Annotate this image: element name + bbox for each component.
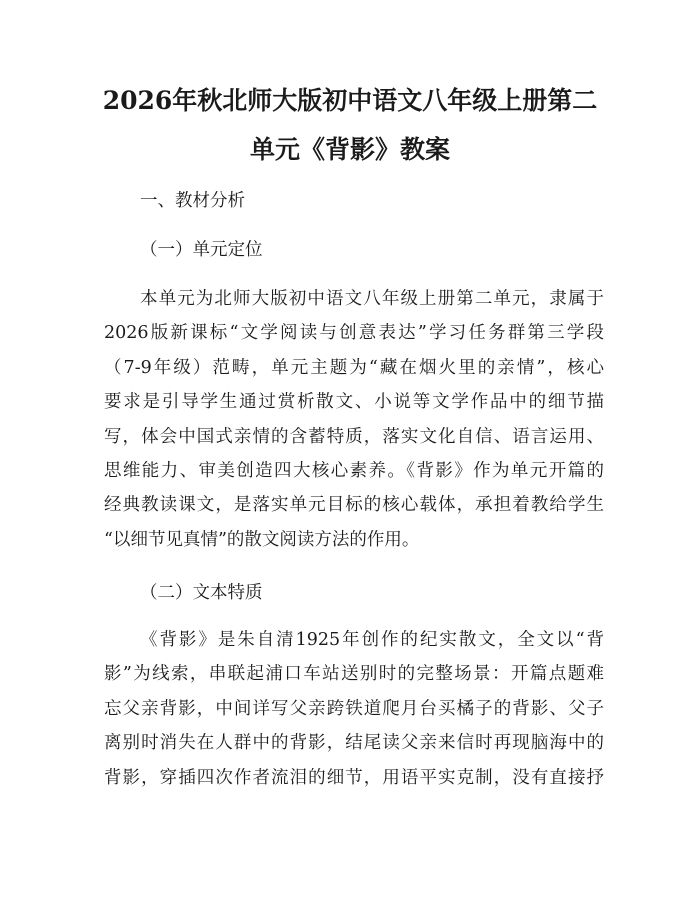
section-heading-textbook-analysis: 一、教材分析	[140, 191, 245, 211]
paragraph-line: （7-9年级）范畴，单元主题为“藏在烟火里的亲情”，核心	[104, 357, 604, 378]
paragraph-line: 要求是引导学生通过赏析散文、小说等文学作品中的细节描	[104, 392, 604, 413]
paragraph-line: 离别时消失在人群中的背影，结尾读父亲来信时再现脑海中的	[104, 733, 604, 754]
subsection-heading-unit-positioning: （一）单元定位	[140, 240, 263, 260]
paragraph-unit-positioning	[104, 287, 604, 562]
paragraph-line: 《背影》是朱自清1925年创作的纪实散文，全文以“背	[140, 630, 604, 650]
paragraph-text-characteristics	[104, 628, 604, 800]
paragraph-line: 本单元为北师大版初中语文八年级上册第二单元，隶属于	[140, 289, 604, 309]
document-title-line-2: 单元《背影》教案	[249, 135, 450, 164]
paragraph-line: 2026版新课标“文学阅读与创意表达”学习任务群第三学段	[104, 323, 604, 344]
paragraph-line: 影”为线索，串联起浦口车站送别时的完整场景：开篇点题难	[104, 664, 604, 685]
subsection-heading-text-characteristics: （二）文本特质	[140, 583, 263, 603]
paragraph-line: 经典教读课文，是落实单元目标的核心载体，承担着教给学生	[104, 495, 604, 516]
paragraph-line: 背影，穿插四次作者流泪的细节，用语平实克制，没有直接抒	[104, 767, 604, 788]
paragraph-line: “以细节见真情”的散文阅读方法的作用。	[104, 529, 420, 550]
paragraph-line: 思维能力、审美创造四大核心素养。《背影》作为单元开篇的	[104, 460, 604, 481]
document-title-line-1: 2026年秋北师大版初中语文八年级上册第二	[102, 86, 598, 115]
paragraph-line: 忘父亲背影，中间详写父亲跨铁道爬月台买橘子的背影、父子	[104, 698, 604, 719]
paragraph-line: 写，体会中国式亲情的含蓄特质，落实文化自信、语言运用、	[104, 426, 604, 447]
